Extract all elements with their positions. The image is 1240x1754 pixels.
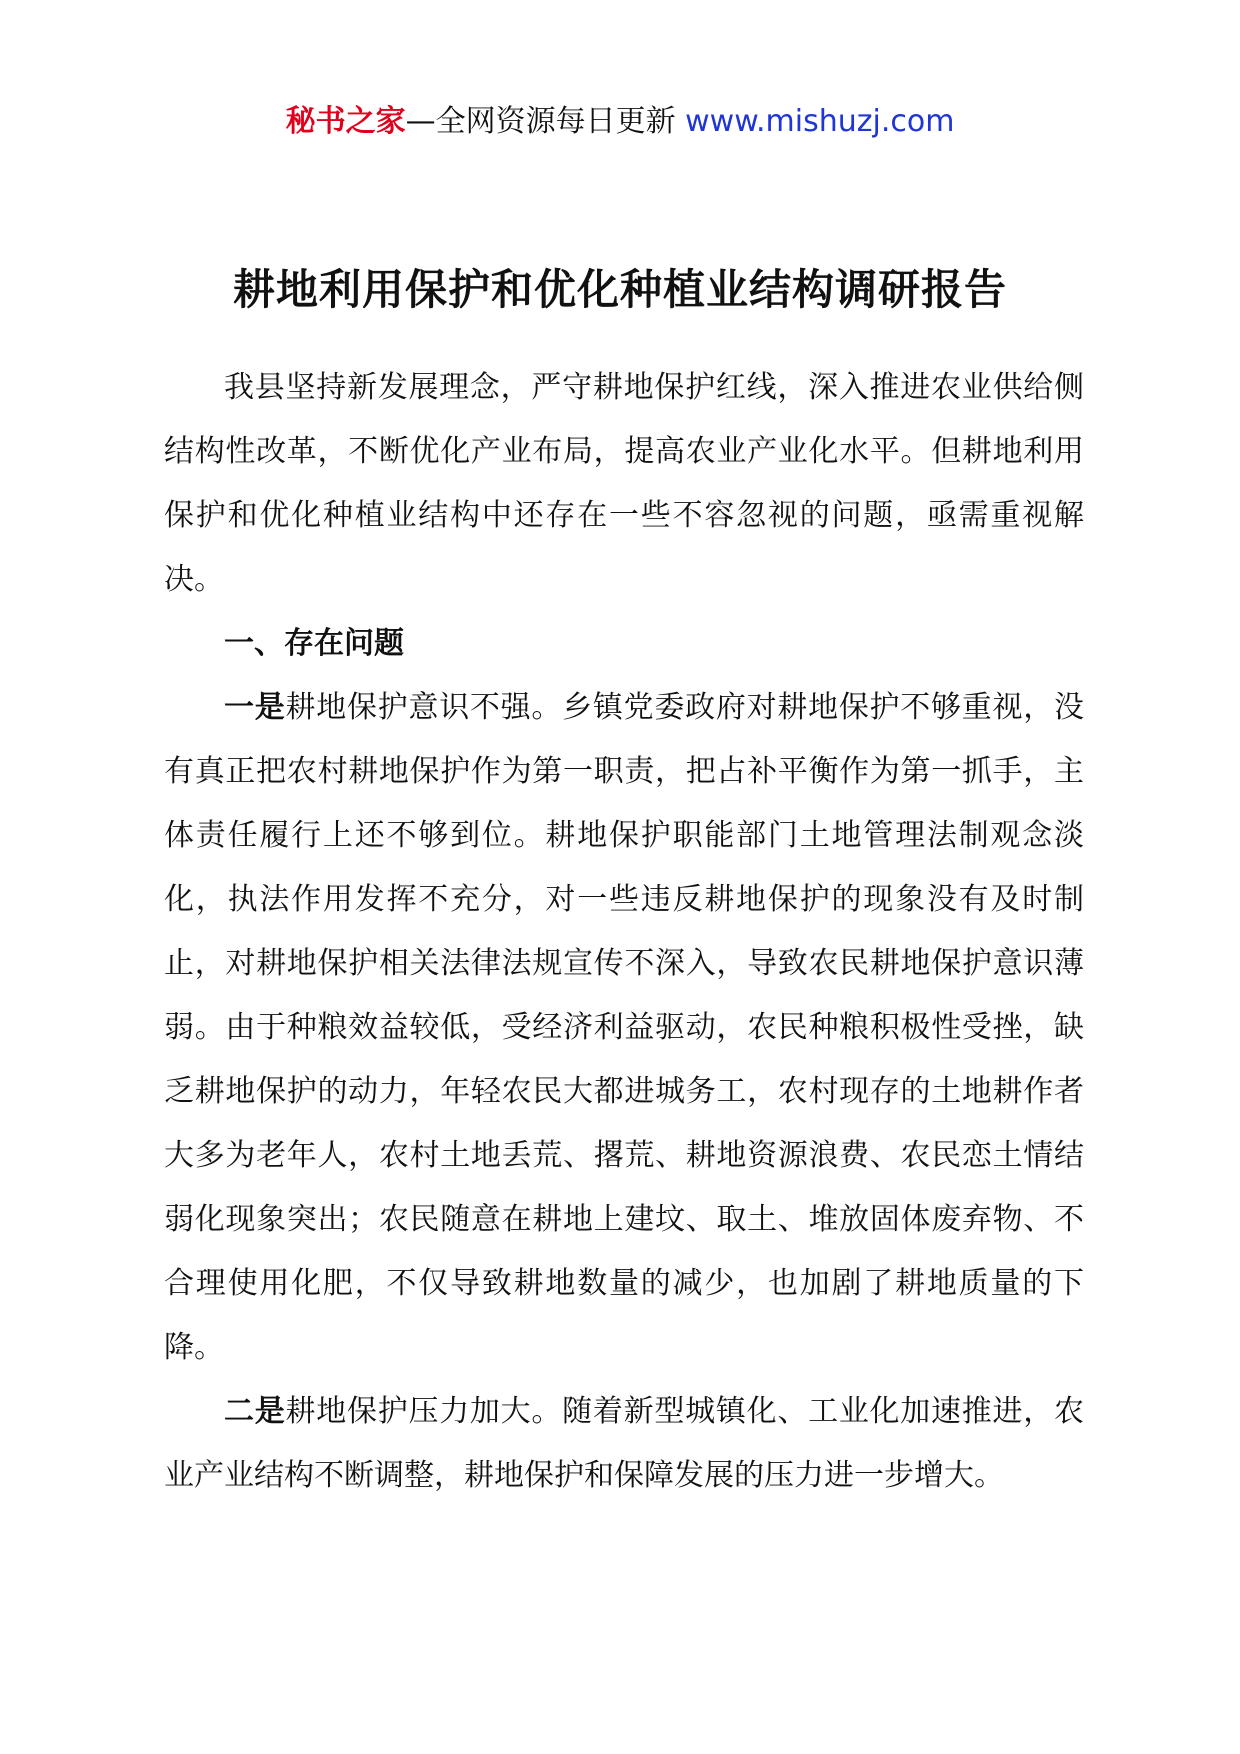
point-lead: 一是	[224, 690, 286, 725]
point-text: 耕地保护压力加大。随着新型城镇化、工业化加速推进，农业产业结构不断调整，耕地保护和保障发展的压力进一步增大。	[164, 1394, 1085, 1493]
document-title: 耕地利用保护和优化种植业结构调研报告	[232, 265, 1007, 314]
document-body	[164, 356, 1084, 1508]
point-paragraph-2	[164, 1380, 1084, 1508]
point-text: 耕地保护意识不强。乡镇党委政府对耕地保护不够重视，没有真正把农村耕地保护作为第一职责，把占补平衡作为第一抓手，主体责任履行上还不够到位。耕地保护职能部门土地管理法制观念淡化，执法作用发挥不充分，对一些违反耕地保护的现象没有及时制止，对耕地保护相关法律法规宣传不深入，导致农民耕地保护意识薄弱。由于种粮效益较低，受经济利益驱动，农民种粮积极性受挫，缺乏耕地保护的动力，年轻农民大都进城务工，农村现存的土地耕作者大多为老年人，农村土地丢荒、撂荒、耕地资源浪费、农民恋土情结弱化现象突出；农民随意在耕地上建坟、取土、堆放固体废弃物、不合理使用化肥，不仅导致耕地数量的减少，也加剧了耕地质量的下降。	[164, 690, 1085, 1365]
site-header	[0, 102, 1240, 142]
point-lead: 二是	[224, 1394, 286, 1429]
section-heading: 一、存在问题	[224, 626, 404, 661]
site-tagline: —全网资源每日更新	[405, 104, 686, 139]
site-url: www.mishuzj.com	[685, 104, 955, 139]
intro-paragraph: 我县坚持新发展理念，严守耕地保护红线，深入推进农业供给侧结构性改革，不断优化产业布局，提高农业产业化水平。但耕地利用保护和优化种植业结构中还存在一些不容忽视的问题，亟需重视解决。	[164, 370, 1084, 597]
point-paragraph-1	[164, 676, 1084, 1380]
site-brand: 秘书之家	[285, 104, 406, 139]
